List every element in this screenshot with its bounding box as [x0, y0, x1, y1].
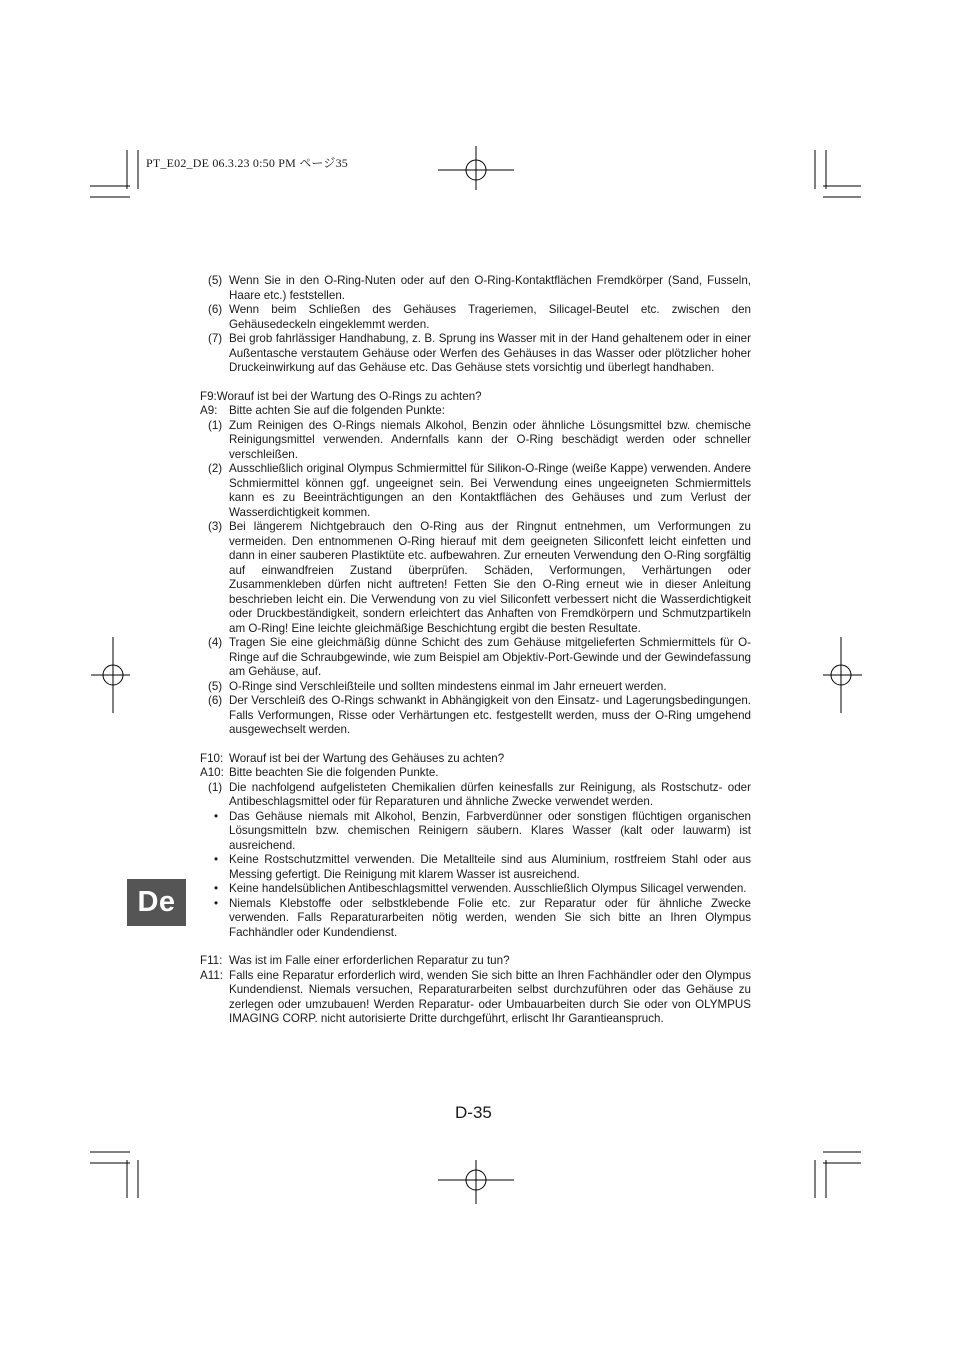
answer-label: A10: — [200, 766, 224, 779]
list-item — [200, 694, 751, 738]
list-item — [200, 274, 751, 303]
bullet-item — [200, 853, 751, 882]
item-text: Der Verschleiß des O-Rings schwankt in Abhängigkeit von den Einsatz- und Lagerungsbedingungen. Falls Verformungen, Risse oder Verhärtungen etc. festgestellt werden, muss der O-Ring umgehend ausgewechselt werden. — [229, 694, 751, 736]
question — [200, 752, 751, 767]
question — [200, 954, 751, 969]
answer — [200, 404, 751, 419]
answer-label: A9: — [200, 404, 218, 417]
list-item — [200, 636, 751, 680]
answer-text: Bitte achten Sie auf die folgenden Punkte: — [229, 404, 445, 417]
list-item — [200, 520, 751, 636]
intro-list — [200, 274, 751, 376]
language-tab: De — [127, 879, 186, 926]
item-text: Niemals Klebstoffe oder selbstklebende Folie etc. zur Reparatur oder für ähnliche Zwecke verwenden. Falls Reparaturarbeiten nötig werden, wenden Sie sich bitte an Ihren Olympus Fachhändler oder Kundendienst. — [229, 896, 751, 939]
list-item — [200, 332, 751, 376]
bullet-item — [200, 897, 751, 941]
item-text: Bei grob fahrlässiger Handhabung, z. B. Sprung ins Wasser mit in der Hand gehaltenem oder in einer Außentasche verstautem Gehäuse oder Werfen des Gehäuses in das Wasser oder plötzlicher hoher Druckeinwirkung auf das Gehäuse etc. Das Gehäuse stets vorsichtig und überlegt handhaben. — [229, 332, 751, 374]
item-number: (4) — [208, 636, 223, 649]
bullet-item — [200, 810, 751, 854]
answer — [200, 766, 751, 781]
answer-text: Falls eine Reparatur erforderlich wird, wenden Sie sich bitte an Ihren Fachhändler oder den Olympus Kundendienst. Niemals versuchen, Reparaturarbeiten selbst durchzuführen oder das Gehäuse zu zerlegen oder umzubauen! Werden Reparatur- oder Umbauarbeiten durch Sie oder von OLYMPUS IMAGING CORP. nicht autorisierte Dritte durchgeführt, erlischt Ihr Garantieanspruch. — [229, 968, 751, 1025]
item-number: (6) — [208, 303, 223, 316]
list-item — [200, 419, 751, 463]
item-number: (5) — [208, 679, 223, 693]
faq-f10 — [200, 752, 751, 941]
item-number: (5) — [208, 274, 223, 287]
bullet-marker: • — [214, 809, 219, 823]
faq-f11 — [200, 954, 751, 1027]
answer-label: A11: — [200, 968, 223, 982]
item-text: Wenn beim Schließen des Gehäuses Trageriemen, Silicagel-Beutel etc. zwischen den Gehäusedeckeln eingeklemmt werden. — [229, 303, 751, 331]
main-text — [200, 274, 751, 1027]
item-text: Keine Rostschutzmittel verwenden. Die Metallteile sind aus Aluminium, rostfreiem Stahl oder aus Messing gefertigt. Die Reinigung mit klarem Wasser ist ausreichend. — [229, 853, 751, 881]
question-label: F10: — [200, 751, 224, 765]
question-text: Was ist im Falle einer erforderlichen Reparatur zu tun? — [229, 954, 510, 967]
answer — [200, 969, 751, 1027]
question-text: Worauf ist bei der Wartung des Gehäuses zu achten? — [229, 751, 505, 765]
print-slug: PT_E02_DE 06.3.23 0:50 PM ページ35 — [146, 156, 348, 170]
item-text: Zum Reinigen des O-Rings niemals Alkohol, Benzin oder ähnliche Lösungsmittel bzw. chemische Reinigungsmittel verwenden. Andernfalls kann der O-Ring beschädigt werden oder schneller verschleißen. — [229, 418, 751, 461]
bullet-item — [200, 882, 751, 897]
bullet-marker: • — [214, 896, 219, 910]
question-label: F11: — [200, 954, 223, 967]
item-text: Keine handelsüblichen Antibeschlagsmittel verwenden. Ausschließlich Olympus Silicagel verwenden. — [229, 882, 747, 895]
item-text: Die nachfolgend aufgelisteten Chemikalien dürfen keinesfalls zur Reinigung, als Rostschutz- oder Antibeschlagsmittel oder für Reparaturen und ähnliche Zwecke verwendet werden. — [229, 780, 751, 808]
item-text: O-Ringe sind Verschleißteile und sollten mindestens einmal im Jahr erneuert werden. — [229, 679, 667, 693]
list-item — [200, 462, 751, 520]
item-number: (1) — [208, 780, 223, 794]
bullet-marker: • — [214, 853, 219, 866]
list-item — [200, 680, 751, 695]
page-number: D-35 — [455, 1103, 492, 1122]
item-number: (6) — [208, 694, 223, 707]
item-text: Tragen Sie eine gleichmäßig dünne Schicht des zum Gehäuse mitgelieferten Schmiermittels für O-Ringe auf die Schraubgewinde, wie zum Beispiel am Objektiv-Port-Gewinde und der Gewindefassung am Gehäuse, auf. — [229, 636, 751, 678]
item-text: Ausschließlich original Olympus Schmiermittel für Silikon-O-Ringe (weiße Kappe) verwenden. Andere Schmiermittel können ggf. ungeeignet sein. Bei Verwendung eines ungeeigneten Schmiermittels kann es zu Beeinträchtigungen an den Kontaktflächen des Gehäuses und zum Verlust der Wasserdichtigkeit kommen. — [229, 462, 751, 519]
item-number: (7) — [208, 332, 223, 345]
item-number: (3) — [208, 520, 223, 533]
bullet-marker: • — [214, 882, 219, 895]
item-text: Bei längerem Nichtgebrauch den O-Ring aus der Ringnut entnehmen, um Verformungen zu vermeiden. Den entnommenen O-Ring hierauf mit dem geeigneten Siliconfett leicht einfetten und dann in einer sauberen Plastiktüte etc. aufbewahren. Zur erneuten Verwendung den O-Ring sorgfältig auf einwandfreien Zustand überprüfen. Schäden, Verformungen, Verhärtungen oder Zusammenkleben dürfen nicht auftreten! Fetten Sie den O-Ring erneut wie in dieser Anleitung beschrieben leicht ein. Die Verwendung von zu viel Siliconfett verbessert nicht die Wasserdichtigkeit oder Druckbeständigkeit, sondern erleichtert das Anhaften von Fremdkörpern und Schmutzpartikeln am O-Ring! Eine leichte gleichmäßige Beschichtung ergibt die besten Resultate. — [229, 520, 751, 635]
item-text: Wenn Sie in den O-Ring-Nuten oder auf den O-Ring-Kontaktflächen Fremdkörper (Sand, Fusseln, Haare etc.) feststellen. — [229, 274, 751, 302]
list-item — [200, 781, 751, 810]
list-item — [200, 303, 751, 332]
faq-f9 — [200, 390, 751, 738]
question: F9:Worauf ist bei der Wartung des O-Rings zu achten? — [200, 389, 482, 403]
item-number: (1) — [208, 418, 223, 432]
item-number: (2) — [208, 462, 223, 475]
item-text: Das Gehäuse niemals mit Alkohol, Benzin, Farbverdünner oder sonstigen flüchtigen organischen Lösungsmitteln bzw. chemischen Reinigern säubern. Klares Wasser (kalt oder lauwarm) ist ausreichend. — [229, 809, 751, 852]
answer-text: Bitte beachten Sie die folgenden Punkte. — [229, 766, 439, 779]
